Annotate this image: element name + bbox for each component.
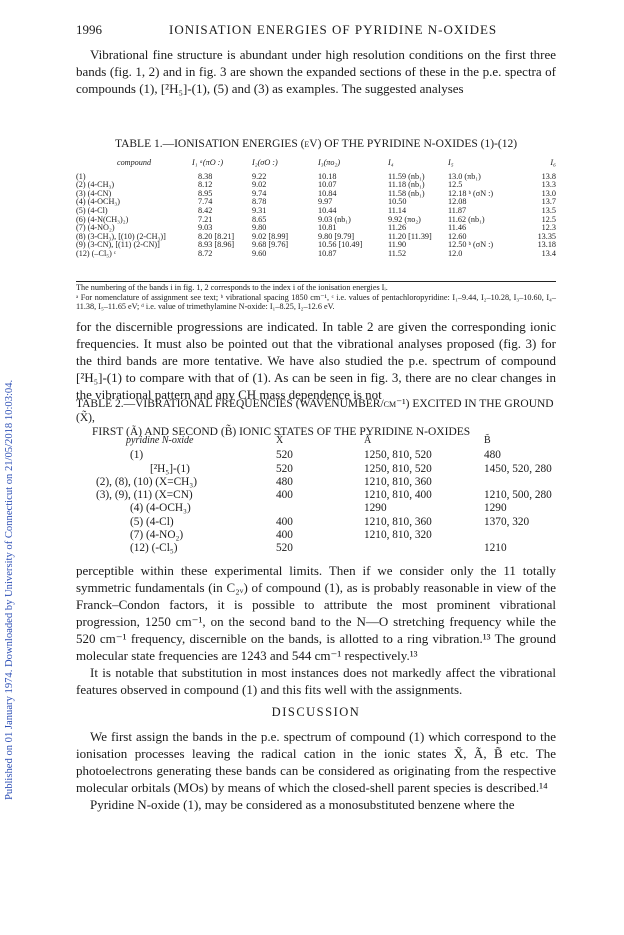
energy-cell: 9.03 (nb₁) — [318, 214, 351, 224]
page-number: 1996 — [76, 22, 102, 37]
energy-cell: 8.65 — [252, 214, 267, 224]
energy-cell: 12.50 ᵇ (σN :) — [448, 240, 494, 250]
compound-cell: (4) (4-OCH₃) — [76, 197, 121, 207]
energy-cell: 13.0 (πb₁) — [448, 171, 481, 181]
energy-cell: 8.72 — [198, 248, 213, 258]
energy-cell: 9.92 (πo₂) — [388, 214, 421, 224]
energy-cell: 11.26 — [388, 223, 407, 233]
energy-cell: 9.74 — [252, 188, 267, 198]
energy-cell: 7.21 — [198, 214, 213, 224]
frequency-cell — [276, 502, 344, 515]
energy-cell: 11.59 (nb₁) — [388, 171, 425, 181]
table1-header-cell: I₂(σO :) — [252, 158, 278, 167]
energy-cell: 9.03 — [198, 223, 213, 233]
frequency-cell: 1210, 810, 320 — [364, 529, 432, 542]
frequency-cell: 400 — [276, 489, 293, 502]
table1-header-cell: I₄ — [388, 158, 394, 167]
energy-cell: 13.4 — [541, 248, 556, 258]
table-row — [76, 449, 556, 462]
frequency-cell: 480 — [484, 449, 501, 462]
energy-cell: 10.18 — [318, 171, 337, 181]
frequency-cell: 1450, 520, 280 — [484, 462, 552, 475]
frequency-cell: 480 — [276, 475, 293, 488]
energy-cell: 11.90 — [388, 240, 407, 250]
energy-cell: 11.46 — [448, 223, 467, 233]
energy-cell: 11.52 — [388, 248, 407, 258]
table-row — [76, 216, 556, 225]
paragraph: Pyridine N-oxide (1), may be considered as a monosubstituted benzene where the — [90, 797, 515, 812]
table1-header-cell: I₆ — [550, 158, 556, 167]
compound-cell: (3), (9), (11) (X=CN) — [96, 489, 193, 502]
frequency-cell: 1210, 500, 280 — [484, 489, 552, 502]
compound-cell: (1) — [130, 449, 144, 462]
energy-cell: 12.08 — [448, 197, 467, 207]
compound-cell: (2) (4-CH₃) — [76, 180, 115, 190]
table2-header-cell: Ã — [364, 435, 372, 446]
energy-cell: 9.02 — [252, 180, 267, 190]
table1-notes — [76, 283, 556, 312]
table-row — [76, 463, 556, 476]
energy-cell: 12.3 — [541, 223, 556, 233]
frequency-cell: 520 — [276, 449, 293, 462]
frequency-cell: 1210, 810, 360 — [364, 515, 432, 528]
page-header — [76, 22, 556, 38]
frequency-cell: 1210 — [484, 542, 507, 555]
table2-caption-line: TABLE 2.—VIBRATIONAL FREQUENCIES (WAVENUMBER/cm⁻¹) EXCITED IN THE GROUND (X̃), — [76, 398, 554, 424]
energy-cell: 12.0 — [448, 248, 463, 258]
frequency-cell — [484, 476, 556, 489]
table-row — [76, 516, 556, 529]
energy-cell: 13.0 — [541, 188, 556, 198]
frequency-cell: 1210, 810, 360 — [364, 475, 432, 488]
table-row — [76, 190, 556, 199]
energy-cell: 11.87 — [448, 205, 467, 215]
energy-cell: 10.44 — [318, 205, 337, 215]
energy-cell: 10.84 — [318, 188, 337, 198]
table1-note: The numbering of the bands i in fig. 1, 2 corresponds to the index i of the ionisation energies Iᵢ. — [76, 283, 388, 292]
table1-header-row — [76, 159, 556, 173]
table-row — [76, 250, 556, 259]
table-row — [76, 241, 556, 250]
table-row — [76, 198, 556, 207]
table1-header-cell: I₃(πo₂) — [318, 158, 341, 167]
table2-header-cell: pyridine N-oxide — [126, 435, 194, 446]
energy-cell: 12.5 — [448, 180, 463, 190]
table2-header-cell: B̃ — [484, 435, 491, 446]
compound-cell: (6) (4-N(CH₃)₂) — [76, 214, 129, 224]
energy-cell: 8.42 — [198, 205, 213, 215]
energy-cell: 9.80 [9.79] — [318, 231, 355, 241]
table2-caption — [76, 397, 556, 439]
paragraph: perceptible within these experimental limits. Then if we consider only the 11 totally symmetric fundamentals (in C₂ᵥ) of compound (1), as is probably reasonable in view of the Franck–Condon factors, it is possible to attribute the most prominent vibrational progression, 1250 cm⁻¹, on the second band to the N—O stretching frequency while the 520 cm⁻¹ frequency, discernible on the bands, is allotted to a ring vibration.¹³ The ground molecular state frequencies are 1243 and 544 cm⁻¹ respectively.¹³ — [76, 563, 556, 663]
energy-cell: 11.62 (nb₁) — [448, 214, 485, 224]
download-watermark — [4, 140, 18, 800]
energy-cell: 10.81 — [318, 223, 337, 233]
energy-cell: 12.5 — [541, 214, 556, 224]
table-row — [76, 476, 556, 489]
compound-cell: (8) (3-CH₃), [(10) (2-CH₃)] — [76, 231, 166, 241]
energy-cell: 13.7 — [541, 197, 556, 207]
energy-cell: 11.58 (nb₁) — [388, 188, 425, 198]
frequency-cell: 1250, 810, 520 — [364, 449, 432, 462]
table1-header-cell: I₅ — [448, 158, 454, 167]
energy-cell: 9.22 — [252, 171, 267, 181]
frequency-cell: 520 — [276, 462, 293, 475]
table-row — [76, 502, 556, 515]
compound-cell: (3) (4-CN) — [76, 188, 112, 198]
paragraph: Vibrational fine structure is abundant under high resolution conditions on the first three bands (fig. 1, 2) and in fig. 3 are shown the expanded sections of these in the p.e. spectra of compounds (1), [²H₅]-(1), (5) and (3) as examples. The suggested analyses — [76, 47, 556, 96]
compound-cell: (2), (8), (10) (X=CH₃) — [96, 475, 197, 488]
energy-cell: 8.95 — [198, 188, 213, 198]
frequency-cell: 1250, 810, 520 — [364, 462, 432, 475]
energy-cell: 13.5 — [541, 205, 556, 215]
energy-cell: 8.12 — [198, 180, 213, 190]
table-row — [76, 529, 556, 542]
frequency-cell — [484, 529, 556, 542]
table1-body — [76, 173, 556, 259]
frequency-cell — [344, 542, 484, 555]
energy-cell: 11.20 [11.39] — [388, 231, 432, 241]
frequency-cell: 1370, 320 — [484, 515, 530, 528]
energy-cell: 13.18 — [537, 240, 556, 250]
table2 — [76, 434, 556, 556]
energy-cell: 7.74 — [198, 197, 213, 207]
energy-cell: 12.60 — [448, 231, 467, 241]
energy-cell: 8.20 [8.21] — [198, 231, 235, 241]
energy-cell: 13.3 — [541, 180, 556, 190]
energy-cell: 9.31 — [252, 205, 267, 215]
table1 — [76, 159, 556, 259]
energy-cell: 13.8 — [541, 171, 556, 181]
frequency-cell: 1290 — [364, 502, 387, 515]
energy-cell: 9.68 [9.76] — [252, 240, 289, 250]
table2-header-row — [76, 434, 556, 449]
energy-cell: 9.80 — [252, 223, 267, 233]
energy-cell: 10.07 — [318, 180, 337, 190]
energy-cell: 8.38 — [198, 171, 213, 181]
table1-rule — [76, 281, 556, 282]
paragraph: for the discernible progressions are indicated. In table 2 are given the corresponding ionic frequencies. It must also be pointed out that the vibrational analyses proposed (fig. 3) for the third bands are more tentative. We have also studied the p.e. spectrum of compound [²H₅]-(1) to compare with that of (1). As can be seen in fig. 3, there are no clear changes in the vibrational pattern and any CH mass dependence is not — [76, 319, 556, 402]
frequency-cell: 400 — [276, 529, 293, 542]
compound-cell: (7) (4-NO₂) — [76, 223, 115, 233]
energy-cell: 10.87 — [318, 248, 337, 258]
frequency-cell: 400 — [276, 515, 293, 528]
energy-cell: 9.60 — [252, 248, 267, 258]
compound-cell: (12) (-Cl₅) — [130, 542, 178, 555]
table1-caption: TABLE 1.—IONISATION ENERGIES (eV) OF THE PYRIDINE N-OXIDES (1)-(12) — [114, 138, 518, 150]
frequency-cell: 1210, 810, 400 — [364, 489, 432, 502]
table2-caption-line: FIRST (Ã) AND SECOND (B̃) IONIC STATES OF THE PYRIDINE N-OXIDES — [92, 426, 471, 438]
table-row — [76, 489, 556, 502]
energy-cell: 12.18 ᵇ (σN :) — [448, 188, 494, 198]
running-title: IONISATION ENERGIES OF PYRIDINE N-OXIDES — [169, 22, 498, 37]
compound-cell: (7) (4-NO₂) — [130, 529, 184, 542]
compound-cell: (1) — [76, 171, 86, 181]
energy-cell: 8.78 — [252, 197, 267, 207]
download-watermark-text: Published on 01 January 1974. Downloaded by University of Connecticut on 21/05/2018 10:03:04. — [4, 379, 15, 800]
table1-header-cell: I₁ ᵃ(πO :) — [192, 158, 224, 167]
compound-cell: [²H₅]-(1) — [150, 462, 190, 475]
compound-cell: (5) (4-Cl) — [76, 205, 108, 215]
energy-cell: 11.14 — [388, 205, 407, 215]
table-row — [76, 173, 556, 182]
energy-cell: 13.35 — [537, 231, 556, 241]
paragraph: We first assign the bands in the p.e. spectrum of compound (1) which correspond to the ionisation processes leaving the radical cation in the ionic states X̃, Ã, B̃ etc. The photoelectrons generating these bands can be considered as originating from the respective molecular orbitals (MOs) by means of which the closed-shell parent species is described.¹⁴ — [76, 729, 556, 795]
compound-cell: (12) (–Cl₅) ᶜ — [76, 248, 116, 258]
energy-cell: 9.97 — [318, 197, 333, 207]
compound-cell: (4) (4-OCH₃) — [130, 502, 191, 515]
compound-cell: (5) (4-Cl) — [130, 515, 174, 528]
table-row — [76, 542, 556, 555]
table2-body — [76, 449, 556, 555]
energy-cell: 10.56 [10.49] — [318, 240, 363, 250]
section-heading: DISCUSSION — [271, 705, 361, 719]
energy-cell: 9.02 [8.99] — [252, 231, 289, 241]
table2-header-cell: X̃ — [276, 435, 284, 446]
frequency-cell: 520 — [276, 542, 293, 555]
frequency-cell: 1290 — [484, 502, 507, 515]
energy-cell: 8.93 [8.96] — [198, 240, 235, 250]
table1-note: ᵃ For nomenclature of assignment see text; ᵇ vibrational spacing 1850 cm⁻¹, ᶜ i.e. values of pentachloropyridine: I₁–9.44, I₂–10.28, I₃–10.60, I₄–11.38, I₅–11.65 eV; ᵈ i.e. value of trimethylamine N-oxide: I₁–8.25, I₂–12.6 eV. — [76, 292, 556, 311]
paragraph: It is notable that substitution in most instances does not markedly affect the vibrational features observed in compound (1) and this fits well with the assignments. — [76, 665, 556, 697]
energy-cell: 10.50 — [388, 197, 407, 207]
table1-header-cell: compound — [116, 158, 152, 167]
compound-cell: (9) (3-CN), [(11) (2-CN)] — [76, 240, 160, 250]
energy-cell: 11.18 (nb₁) — [388, 180, 425, 190]
